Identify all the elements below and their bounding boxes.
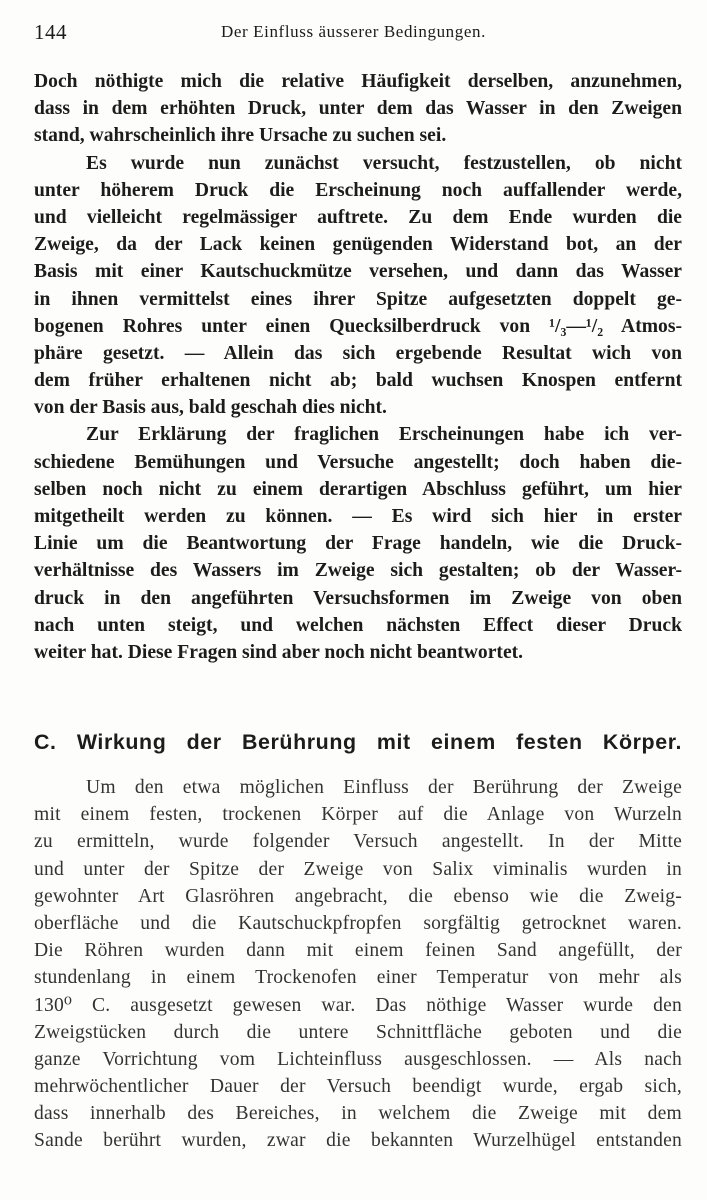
text-line: stundenlang in einem Trockenofen einer Temperatur von mehr als [34, 967, 682, 989]
body-text [34, 68, 682, 666]
text-line: Die Röhren wurden dann mit einem feinen Sand angefüllt, der [34, 940, 682, 962]
text-line: mitgetheilt werden zu können. — Es wird sich hier in erster [34, 506, 682, 527]
section-heading: C. Wirkung der Berührung mit einem festen Körper. [34, 730, 682, 754]
section-text [34, 774, 682, 1155]
text-line: von der Basis aus, bald geschah dies nicht. [34, 397, 387, 419]
text-line: 130⁰ C. ausgesetzt gewesen war. Das nöthige Wasser wurde den [34, 994, 682, 1016]
text-line: dass innerhalb des Bereiches, in welchem die Zweige mit dem [34, 1103, 682, 1125]
page-header [30, 18, 677, 46]
text-line: unter höherem Druck die Erscheinung noch auffallender werde, [34, 179, 682, 201]
text-line: Zur Erklärung der fraglichen Erscheinungen habe ich ver- [86, 424, 682, 446]
text-line: in ihnen vermittelst eines ihrer Spitze aufgesetzten doppelt ge- [34, 288, 682, 310]
text-line: und unter der Spitze der Zweige von Salix viminalis wurden in [34, 858, 682, 880]
page-number: 144 [34, 20, 67, 44]
text-line: mit einem festen, trockenen Körper auf die Anlage von Wurzeln [34, 804, 682, 826]
text-line: bogenen Rohres unter einen Quecksilberdruck von ¹/₃—¹/₂ Atmos- [34, 315, 682, 337]
text-line: schiedene Bemühungen und Versuche angestellt; doch haben die- [34, 451, 682, 473]
text-line: Sande berührt wurden, zwar die bekannten Wurzelhügel entstanden [34, 1130, 682, 1152]
text-line: Zweigstücken durch die untere Schnittfläche geboten und die [34, 1021, 682, 1043]
text-line: und vielleicht regelmässiger auftrete. Zu dem Ende wurden die [34, 206, 682, 228]
text-line: phäre gesetzt. — Allein das sich ergebende Resultat wich von [34, 342, 682, 364]
text-line: nach unten steigt, und welchen nächsten Effect dieser Druck [34, 614, 682, 636]
text-line: druck in den angeführten Versuchsformen im Zweige von oben [34, 587, 682, 609]
text-line: stand, wahrscheinlich ihre Ursache zu suchen sei. [34, 125, 447, 147]
text-line: dem früher erhaltenen nicht ab; bald wuchsen Knospen entfernt [34, 370, 682, 392]
text-line: Doch nöthigte mich die relative Häufigkeit derselben, anzunehmen, [34, 71, 682, 92]
running-title: Der Einfluss äusserer Bedingungen. [221, 22, 486, 41]
text-line: Es wurde nun zunächst versucht, festzustellen, ob nicht [86, 152, 682, 174]
text-line: Basis mit einer Kautschuckmütze versehen, und dann das Wasser [34, 261, 682, 283]
text-line: Zweige, da der Lack keinen genügenden Widerstand bot, an der [34, 234, 682, 256]
text-line: gewohnter Art Glasröhren angebracht, die ebenso wie die Zweig- [34, 885, 682, 907]
text-line: ganze Vorrichtung vom Lichteinfluss ausgeschlossen. — Als nach [34, 1048, 682, 1070]
text-line: selben noch nicht zu einem derartigen Abschluss geführt, um hier [34, 478, 682, 500]
text-line: Linie um die Beantwortung der Frage handeln, wie die Druck- [34, 533, 682, 555]
text-line: zu ermitteln, wurde folgender Versuch angestellt. In der Mitte [34, 831, 682, 853]
text-line: Um den etwa möglichen Einfluss der Berührung der Zweige [86, 777, 682, 798]
text-line: dass in dem erhöhten Druck, unter dem das Wasser in den Zweigen [34, 98, 682, 120]
text-line: mehrwöchentlicher Dauer der Versuch beendigt wurde, ergab sich, [34, 1076, 682, 1098]
text-line: verhältnisse des Wassers im Zweige sich gestalten; ob der Wasser- [34, 560, 682, 582]
text-line: oberfläche und die Kautschuckpfropfen sorgfältig getrocknet waren. [34, 912, 682, 934]
text-line: weiter hat. Diese Fragen sind aber noch nicht beantwortet. [34, 641, 524, 663]
